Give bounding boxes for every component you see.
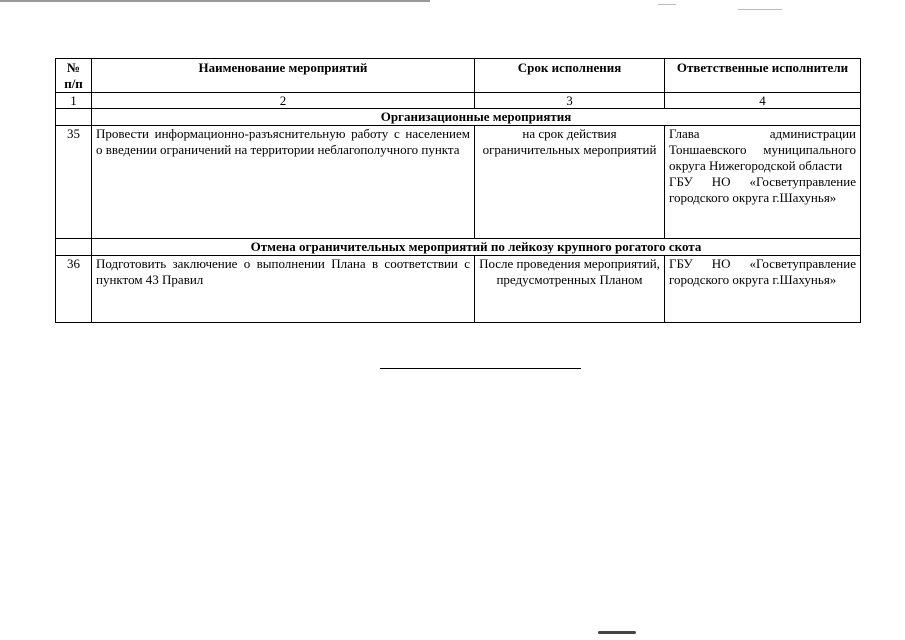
header-responsible: Ответственные исполнители [665, 59, 861, 93]
section-row [56, 239, 861, 256]
end-of-document-rule [380, 368, 581, 369]
section-empty-cell [56, 239, 92, 256]
header-number: № п/п [56, 59, 92, 93]
scan-mark [738, 9, 782, 10]
header-name: Наименование мероприятий [92, 59, 475, 93]
scan-mark [598, 631, 636, 634]
responsible-item: Глава администрации Тоншаевского муниципального округа Нижегородской области [669, 126, 856, 173]
scan-edge-line [0, 0, 430, 2]
column-number: 2 [92, 93, 475, 109]
row-term: на срок действия ограничительных мероприятий [475, 126, 665, 239]
plan-table [55, 58, 861, 323]
section-row [56, 109, 861, 126]
row-responsible [665, 126, 861, 239]
table-row [56, 256, 861, 323]
section-title: Отмена ограничительных мероприятий по лейкозу крупного рогатого скота [92, 239, 861, 256]
section-title: Организационные мероприятия [92, 109, 861, 126]
table-row [56, 126, 861, 239]
row-responsible [665, 256, 861, 323]
row-number: 35 [56, 126, 92, 239]
header-row [56, 59, 861, 93]
column-number: 4 [665, 93, 861, 109]
section-empty-cell [56, 109, 92, 126]
row-name: Подготовить заключение о выполнении Плана в соответствии с пунктом 43 Правил [92, 256, 475, 323]
scan-mark [658, 4, 676, 5]
column-number: 3 [475, 93, 665, 109]
row-name: Провести информационно-разъяснительную работу с населением о введении ограничений на территории неблагополучного пункта [92, 126, 475, 239]
header-term: Срок исполнения [475, 59, 665, 93]
responsible-item: ГБУ НО «Госветуправление городского округа г.Шахунья» [669, 174, 856, 205]
column-number: 1 [56, 93, 92, 109]
responsible-item: ГБУ НО «Госветуправление городского округа г.Шахунья» [669, 256, 856, 287]
row-term: После проведения мероприятий, предусмотренных Планом [475, 256, 665, 323]
row-number: 36 [56, 256, 92, 323]
column-number-row [56, 93, 861, 109]
